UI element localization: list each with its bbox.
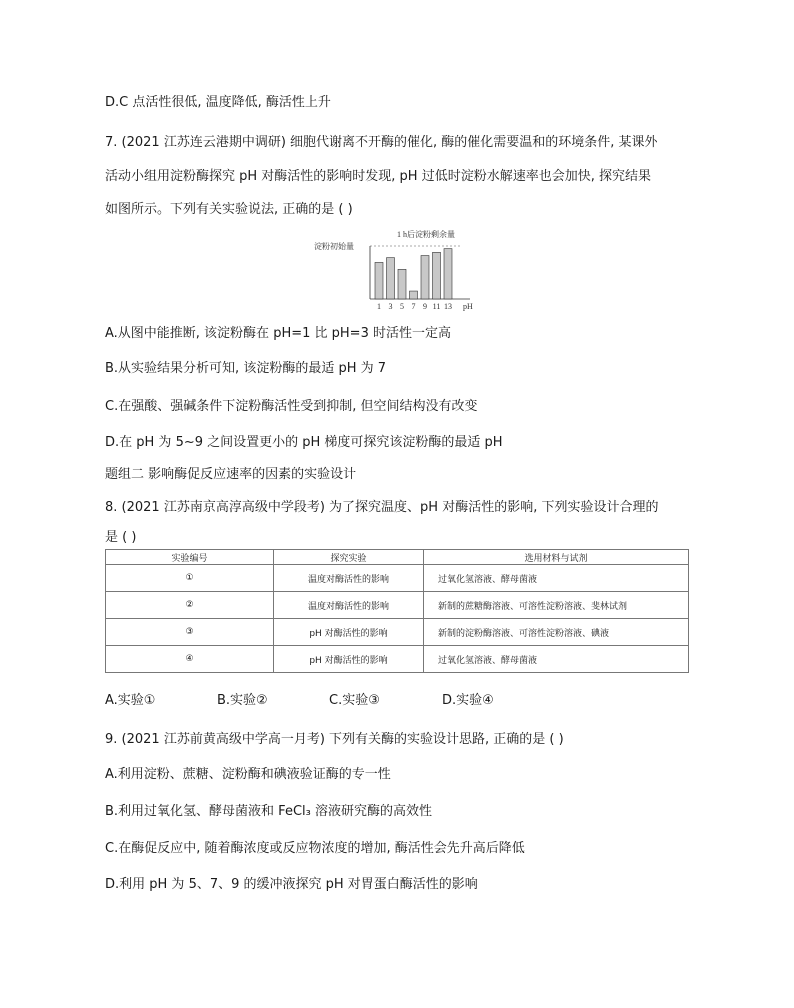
x-tick-label: 11 — [432, 302, 441, 311]
table-row — [106, 592, 689, 619]
table-cell-experiment: pH 对酶活性的影响 — [274, 619, 424, 646]
x-tick-label: 5 — [400, 302, 404, 311]
table-header-cell: 实验编号 — [106, 550, 274, 565]
q7-stem-line-1: 7. (2021 江苏连云港期中调研) 细胞代谢离不开酶的催化, 酶的催化需要温和的环境条件, 某课外 — [105, 135, 658, 150]
q6-option-d: D.C 点活性很低, 温度降低, 酶活性上升 — [105, 95, 331, 110]
q7-option-b[interactable]: B.从实验结果分析可知, 该淀粉酶的最适 pH 为 7 — [105, 361, 387, 376]
table-cell-materials: 新制的蔗糖酶溶液、可溶性淀粉溶液、斐林试剂 — [424, 592, 689, 619]
table-cell-id: ② — [106, 592, 274, 619]
q9-stem: 9. (2021 江苏前黄高级中学高一月考) 下列有关酶的实验设计思路, 正确的是 ( ) — [105, 732, 564, 747]
table-header-row — [106, 550, 689, 565]
x-tick-label: 3 — [388, 302, 393, 311]
table-header-cell: 选用材料与试剂 — [424, 550, 689, 565]
bar-ph-13 — [444, 249, 452, 299]
q7-option-a[interactable]: A.从图中能推断, 该淀粉酶在 pH=1 比 pH=3 时活性一定高 — [105, 326, 451, 341]
q9-option-c[interactable]: C.在酶促反应中, 随着酶浓度或反应物浓度的增加, 酶活性会先升高后降低 — [105, 841, 525, 856]
q8-stem-line-2: 是 ( ) — [105, 530, 137, 545]
experiment-table — [105, 549, 689, 673]
table-row — [106, 619, 689, 646]
bar-ph-1 — [375, 262, 383, 299]
table-cell-experiment: pH 对酶活性的影响 — [274, 646, 424, 673]
table-row — [106, 565, 689, 592]
bar-ph-7 — [410, 291, 418, 299]
x-tick-label: 1 — [377, 302, 381, 311]
table-cell-materials: 新制的淀粉酶溶液、可溶性淀粉溶液、碘液 — [424, 619, 689, 646]
chart-ylabel: 淀粉初始量 — [314, 242, 354, 251]
bar-ph-5 — [398, 269, 406, 299]
q9-option-d[interactable]: D.利用 pH 为 5、7、9 的缓冲液探究 pH 对胃蛋白酶活性的影响 — [105, 877, 478, 892]
section-heading: 题组二 影响酶促反应速率的因素的实验设计 — [105, 467, 357, 482]
q8-stem-line-1: 8. (2021 江苏南京高淳高级中学段考) 为了探究温度、pH 对酶活性的影响, 下列实验设计合理的 — [105, 500, 659, 515]
q7-option-c[interactable]: C.在强酸、强碱条件下淀粉酶活性受到抑制, 但空间结构没有改变 — [105, 399, 478, 414]
x-tick-label: 9 — [423, 302, 427, 311]
q9-option-a[interactable]: A.利用淀粉、蔗糖、淀粉酶和碘液验证酶的专一性 — [105, 767, 391, 782]
bar-ph-9 — [421, 256, 429, 299]
table-header-cell: 探究实验 — [274, 550, 424, 565]
table-cell-id: ④ — [106, 646, 274, 673]
q8-option-c[interactable]: C.实验③ — [329, 693, 380, 708]
q8-option-a[interactable]: A.实验① — [105, 693, 156, 708]
table-cell-id: ① — [106, 565, 274, 592]
table-cell-experiment: 温度对酶活性的影响 — [274, 565, 424, 592]
q7-stem-line-3: 如图所示。下列有关实验说法, 正确的是 ( ) — [105, 202, 353, 217]
chart-reference-label: 1 h后淀粉剩余量 — [397, 230, 455, 239]
bar-ph-11 — [433, 252, 441, 299]
bar-ph-3 — [387, 258, 395, 299]
chart-xlabel: pH — [463, 302, 473, 311]
q8-options — [105, 692, 494, 710]
q9-option-b[interactable]: B.利用过氧化氢、酵母菌液和 FeCl₃ 溶液研究酶的高效性 — [105, 804, 432, 819]
q7-option-d[interactable]: D.在 pH 为 5~9 之间设置更小的 pH 梯度可探究该淀粉酶的最适 pH — [105, 435, 503, 450]
starch-remaining-bar-chart — [312, 226, 492, 312]
table-cell-materials: 过氧化氢溶液、酵母菌液 — [424, 565, 689, 592]
table-cell-materials: 过氧化氢溶液、酵母菌液 — [424, 646, 689, 673]
x-tick-label: 7 — [411, 302, 416, 311]
table-cell-id: ③ — [106, 619, 274, 646]
q7-stem-line-2: 活动小组用淀粉酶探究 pH 对酶活性的影响时发现, pH 过低时淀粉水解速率也会加快, 探究结果 — [105, 169, 651, 184]
table-cell-experiment: 温度对酶活性的影响 — [274, 592, 424, 619]
q8-option-b[interactable]: B.实验② — [217, 693, 268, 708]
q8-option-d[interactable]: D.实验④ — [442, 693, 494, 708]
x-tick-label: 13 — [444, 302, 452, 311]
table-row — [106, 646, 689, 673]
